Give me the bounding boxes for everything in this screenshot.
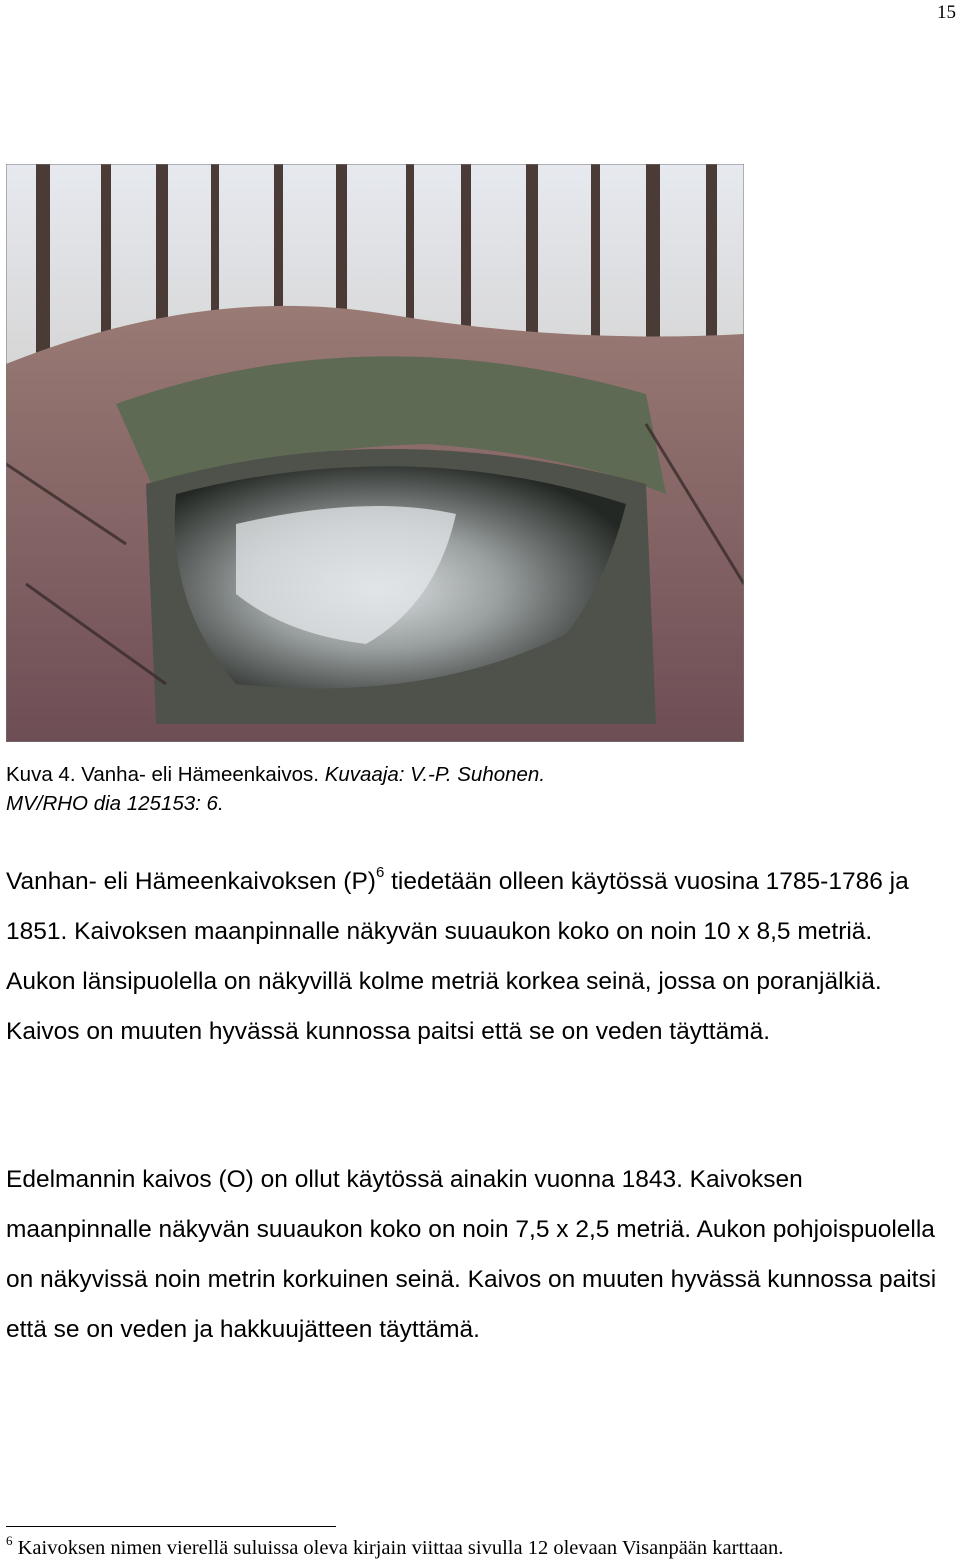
mine-photo [6, 164, 744, 742]
page-number: 15 [937, 2, 956, 23]
paragraph-edelmannin-kaivos: Edelmannin kaivos (O) on ollut käytössä ainakin vuonna 1843. Kaivoksen maanpinnalle näkyvän suuaukon koko on noin 7,5 x 2,5 metriä. Aukon pohjoispuolella on näkyvissä noin metrin korkuinen seinä. Kaivos on muuten hyvässä kunnossa paitsi että se on veden ja hakkuujätteen täyttämä. [6, 1166, 937, 1343]
footnote [6, 1534, 956, 1562]
footnote-divider [6, 1526, 336, 1527]
footnote-text: Kaivoksen nimen vierellä suluissa oleva kirjain viittaa sivulla 12 olevaan Visanpään karttaan. [12, 1537, 784, 1559]
caption-prefix: Kuva 4. Vanha- eli Hämeenkaivos. [6, 763, 325, 786]
figure-caption [6, 760, 906, 818]
caption-photographer: Kuvaaja: V.-P. Suhonen. [324, 763, 546, 786]
paragraph1-rest: tiedetään olleen käytössä vuosina 1785-1786 ja 1851. Kaivoksen maanpinnalle näkyvän suuaukon koko on noin 10 x 8,5 metriä. Aukon länsipuolella on näkyvillä kolme metriä korkea seinä, jossa on poranjälkiä. Kaivos on muuten hyvässä kunnossa paitsi että se on veden täyttämä. [6, 868, 909, 1045]
paragraph1-start: Vanhan- eli Hämeenkaivoksen (P) [6, 868, 376, 895]
caption-archive: MV/RHO dia 125153: 6. [6, 792, 224, 815]
footnote-number: 6 [6, 1533, 13, 1548]
footnote-reference: 6 [375, 864, 385, 881]
paragraph-hameenkaivos [6, 857, 946, 1057]
